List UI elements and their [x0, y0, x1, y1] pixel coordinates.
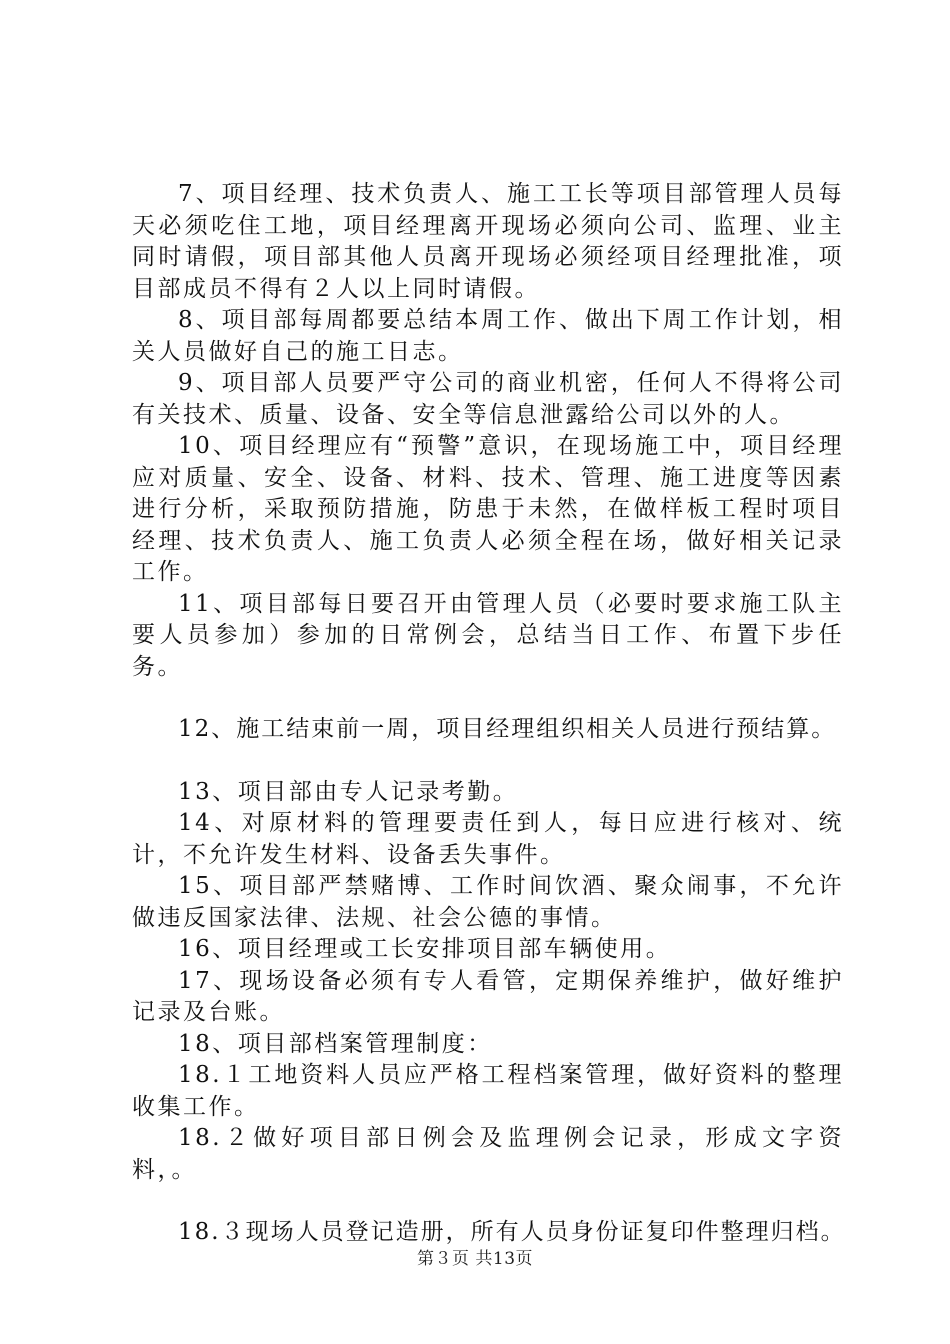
paragraph-11: 11、项目部每日要召开由管理人员（必要时要求施工队主要人员参加）参加的日常例会，总结当日工作、布置下步任务。 — [132, 590, 844, 680]
paragraph-10: 10、项目经理应有“预警”意识，在现场施工中，项目经理应对质量、安全、设备、材料、技术、管理、施工进度等因素进行分析，采取预防措施，防患于未然，在做样板工程时项目经理、技术负责人、施工负责人必须全程在场，做好相关记录工作。 — [132, 433, 844, 585]
paragraph-18-3: 18.３现场人员登记造册，所有人员身份证复印件整理归档。 — [178, 1219, 846, 1245]
paragraph-16: 16、项目经理或工长安排项目部车辆使用。 — [178, 936, 672, 962]
paragraph-9: 9、项目部人员要严守公司的商业机密，任何人不得将公司有关技术、质量、设备、安全等信息泄露给公司以外的人。 — [132, 370, 844, 428]
document-body — [132, 179, 844, 1249]
paragraph-14: 14、对原材料的管理要责任到人，每日应进行核对、统计，不允许发生材料、设备丢失事件。 — [132, 810, 844, 868]
paragraph-18: 18、项目部档案管理制度： — [178, 1030, 493, 1057]
paragraph-7: 7、项目经理、技术负责人、施工工长等项目部管理人员每天必须吃住工地，项目经理离开现场必须向公司、监理、业主同时请假，项目部其他人员离开现场必须经项目经理批准，项目部成员不得有２人以上同时请假。 — [132, 181, 844, 302]
paragraph-18-1: 18.１工地资料人员应严格工程档案管理，做好资料的整理收集工作。 — [132, 1062, 844, 1120]
paragraph-12: 12、施工结束前一周，项目经理组织相关人员进行预结算。 — [178, 716, 837, 742]
paragraph-18-2: 18.２做好项目部日例会及监理例会记录，形成文字资料，。 — [132, 1125, 844, 1183]
paragraph-15: 15、项目部严禁赌博、工作时间饮酒、聚众闹事，不允许做违反国家法律、法规、社会公德的事情。 — [132, 873, 844, 931]
paragraph-17: 17、现场设备必须有专人看管，定期保养维护，做好维护记录及台账。 — [132, 967, 844, 1025]
page-number-footer: 第３页 共13页 — [416, 1249, 534, 1269]
paragraph-13: 13、项目部由专人记录考勤。 — [178, 778, 519, 805]
paragraph-8: 8、项目部每周都要总结本周工作、做出下周工作计划，相关人员做好自己的施工日志。 — [132, 307, 844, 365]
